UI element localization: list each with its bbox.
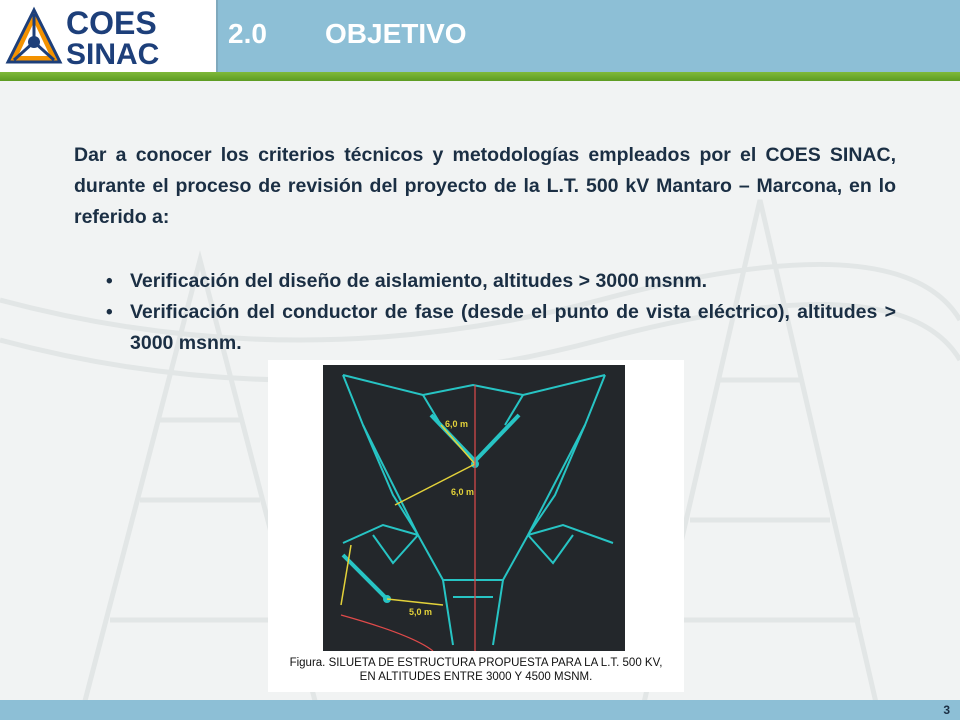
section-title: OBJETIVO [325,18,467,49]
section-number: 2.0 [228,18,267,49]
bullet-item [74,297,896,359]
bullet-dot-icon: • [106,271,113,292]
caption-line: Figura. SILUETA DE ESTRUCTURA PROPUESTA PARA LA L.T. 500 KV, [289,657,663,669]
bullet-dot-icon: • [106,302,113,323]
figure-card [268,360,684,692]
bullet-list [74,266,896,359]
page-number: 3 [943,703,950,717]
logo-text-line1: COES [66,5,157,41]
coes-sinac-logo [0,0,218,72]
dimension-label: 6,0 m [451,487,475,497]
logo-text-line2: SINAC [66,38,160,68]
intro-paragraph: Dar a conocer los criterios técnicos y metodologías empleados por el COES SINAC, durante el proceso de revisión del proyecto de la L.T. 500 kV Mantaro – Marcona, en lo referido a: [74,144,896,228]
tower-silhouette-drawing [323,365,625,651]
bullet-text: Verificación del conductor de fase (desde el punto de vista eléctrico), altitudes > 3000 msnm. [130,301,896,354]
footer-bar [0,700,960,720]
caption-line: EN ALTITUDES ENTRE 3000 Y 4500 MSNM. [359,671,593,683]
bullet-text: Verificación del diseño de aislamiento, altitudes > 3000 msnm. [130,270,708,292]
bullet-item [74,266,896,297]
logo-triangle-icon [4,4,212,68]
figure-caption [268,656,684,684]
dimension-label: 6,0 m [445,419,469,429]
dimension-label: 5,0 m [409,607,433,617]
header-green-rule [0,72,960,81]
